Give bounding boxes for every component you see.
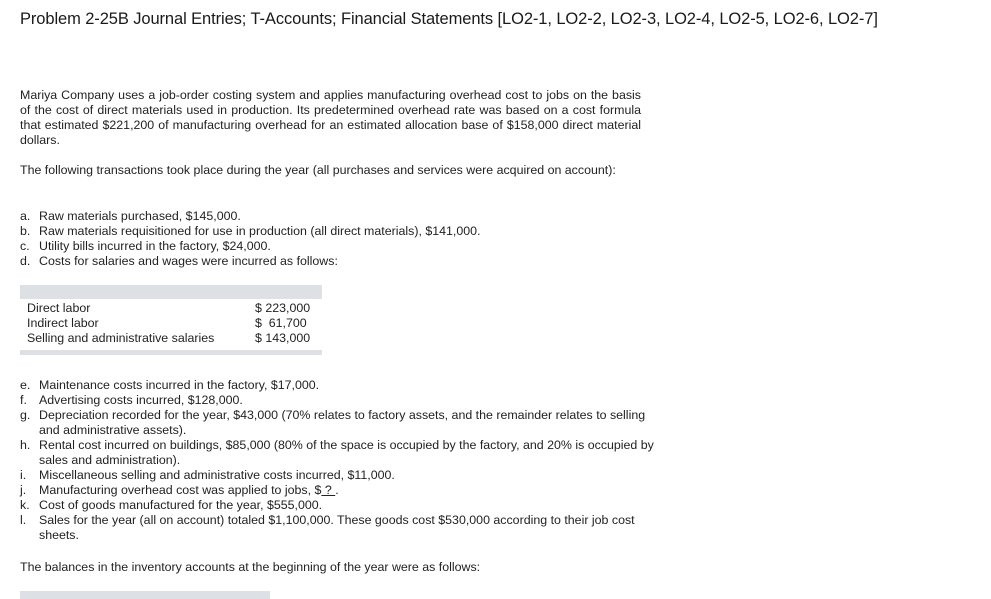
transactions-list-part1 (20, 209, 660, 269)
list-item (20, 254, 660, 269)
item-label: c. (20, 239, 30, 253)
list-item (20, 393, 660, 408)
item-suffix: . (335, 483, 339, 497)
transactions-intro: The following transactions took place during the year (all purchases and services were acquired on account): (20, 163, 616, 177)
table-cell-name: Selling and administrative salaries (27, 331, 215, 345)
table-header-bar (20, 285, 322, 299)
problem-title: Problem 2-25B Journal Entries; T-Accounts; Financial Statements [LO2-1, LO2-2, LO2-3, LO2-4, LO2-5, LO2-6, LO2-7] (20, 10, 878, 28)
item-label: l. (20, 513, 27, 527)
list-item (20, 224, 660, 239)
list-item (20, 468, 660, 483)
item-text: Manufacturing overhead cost was applied to jobs, $ (39, 483, 322, 497)
item-text: Depreciation recorded for the year, $43,000 (70% relates to factory assets, and the remainder relates to selling and administrative assets). (39, 408, 646, 437)
salaries-table (20, 285, 322, 355)
item-label: j. (20, 483, 27, 497)
list-item (20, 408, 660, 438)
item-text: Rental cost incurred on buildings, $85,000 (80% of the space is occupied by the factory, and 20% is occupied by sales and administration). (39, 438, 654, 467)
item-label: e. (20, 378, 31, 392)
table-row (20, 316, 322, 331)
title-divider (0, 44, 991, 45)
table-cell-amount: $ 223,000 (255, 301, 311, 315)
item-label: f. (20, 393, 27, 407)
table-cell-name: Indirect labor (27, 316, 99, 330)
item-label: h. (20, 438, 31, 452)
table-cell-amount: $ 61,700 (255, 316, 307, 330)
list-item (20, 378, 660, 393)
list-item (20, 513, 660, 543)
list-item (20, 209, 660, 224)
table-row (20, 331, 322, 346)
item-label: g. (20, 408, 31, 422)
table-row (20, 301, 322, 316)
item-text: Cost of goods manufactured for the year, $555,000. (39, 498, 323, 512)
transactions-list-part2 (20, 378, 660, 543)
item-text: Utility bills incurred in the factory, $24,000. (39, 239, 271, 253)
list-item (20, 438, 660, 468)
item-text: Miscellaneous selling and administrative costs incurred, $11,000. (39, 468, 395, 482)
item-text: Raw materials requisitioned for use in production (all direct materials), $141,000. (39, 224, 481, 238)
item-text: Maintenance costs incurred in the factory, $17,000. (39, 378, 320, 392)
item-label: b. (20, 224, 31, 238)
item-text: Costs for salaries and wages were incurred as follows: (39, 254, 338, 268)
item-text: Sales for the year (all on account) totaled $1,100,000. These goods cost $530,000 according to their job cost sheets. (39, 513, 635, 542)
intro-paragraph: Mariya Company uses a job-order costing system and applies manufacturing overhead cost to jobs on the basis of the cost of direct materials used in production. Its predetermined overhead rate was based on a cost formula that estimated $221,200 of manufacturing overhead for an estimated allocation base of $158,000 direct material dollars. (20, 88, 641, 147)
answer-blank: ? (321, 483, 336, 497)
item-text: Raw materials purchased, $145,000. (39, 209, 241, 223)
item-label: i. (20, 468, 27, 482)
table-cell-amount: $ 143,000 (255, 331, 311, 345)
item-text: Advertising costs incurred, $128,000. (39, 393, 243, 407)
item-label: d. (20, 254, 31, 268)
item-label: k. (20, 498, 30, 512)
table-cell-name: Direct labor (27, 301, 91, 315)
list-item (20, 498, 660, 513)
table-footer-bar (20, 350, 322, 355)
balances-intro: The balances in the inventory accounts at the beginning of the year were as follows: (20, 560, 481, 574)
list-item (20, 239, 660, 254)
list-item (20, 483, 660, 498)
next-table-header-bar (20, 591, 270, 599)
item-label: a. (20, 209, 31, 223)
